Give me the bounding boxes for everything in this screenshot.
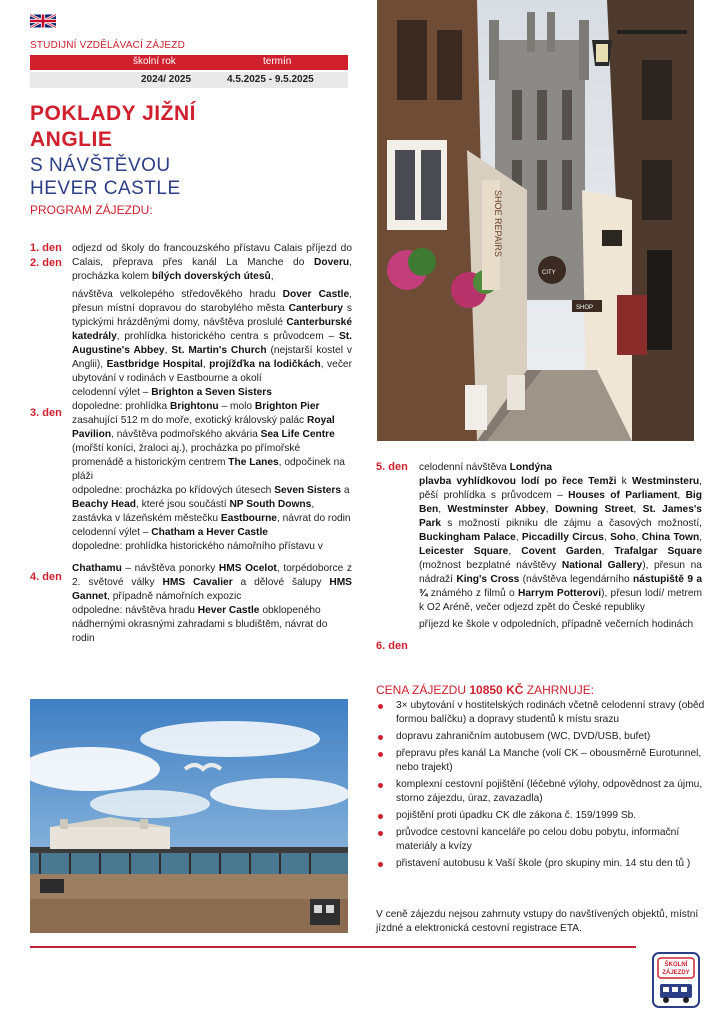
list-item: průvodce cestovní kanceláře po celou dobu pobytu, informační materiály a kvízy xyxy=(376,826,706,854)
list-item: 3× ubytování v hostitelských rodinách včetně celodenní stravy (oběd formou balíčku) a dopravy studentů k místu srazu xyxy=(376,699,706,727)
header-bar xyxy=(30,55,348,70)
svg-text:ZÁJEZDY: ZÁJEZDY xyxy=(662,970,690,976)
term-label: termín xyxy=(263,56,292,67)
program-heading: PROGRAM ZÁJEZDU: xyxy=(30,203,153,217)
city-sign: CITY xyxy=(542,270,556,276)
footer-divider xyxy=(30,946,636,948)
shop-sign: SHOP xyxy=(576,305,594,311)
day-2-label: 2. den xyxy=(30,257,62,269)
term-value: 4.5.2025 - 9.5.2025 xyxy=(227,74,314,85)
svg-text:ŠKOLNÍ: ŠKOLNÍ xyxy=(664,962,688,968)
list-item: pojištění proti úpadku CK dle zákona č. 159/1999 Sb. xyxy=(376,809,706,823)
uk-flag-icon xyxy=(30,14,56,28)
list-item: přistavení autobusu k Vaší škole (pro skupiny min. 14 stu den tů ) xyxy=(376,857,706,871)
school-trips-logo xyxy=(652,952,700,1008)
day-1-label: 1. den xyxy=(30,242,62,254)
day-5-label: 5. den xyxy=(376,461,408,473)
day-3-label: 3. den xyxy=(30,407,62,419)
list-item: dopravu zahraničním autobusem (WC, DVD/USB, bufet) xyxy=(376,730,706,744)
main-title: POKLADY JIŽNÍ ANGLIE xyxy=(30,102,196,151)
list-item: komplexní cestovní pojištění (léčebné výlohy, odpovědnost za újmu, storno zájezdu, úraz, zavazadla) xyxy=(376,778,706,806)
list-item: přepravu přes kanál La Manche (volí CK – obousměrně Eurotunnel, nebo trajekt) xyxy=(376,747,706,775)
shoe-repairs-sign: SHOE REPAIRS xyxy=(493,190,503,257)
price-exclusions-note: V ceně zájezdu nejsou zahrnuty vstupy do navštívených objektů, místní jízdné a elektronická cestovní registrace ETA. xyxy=(376,909,699,934)
price-heading: CENA ZÁJEZDU 10850 KČ ZAHRNUJE: xyxy=(376,683,595,697)
brighton-pier-photo xyxy=(30,699,348,933)
price-amount: 10850 KČ xyxy=(469,683,524,697)
main-subtitle: S NÁVŠTĚVOU HEVER CASTLE xyxy=(30,155,181,199)
school-year-label: školní rok xyxy=(133,56,176,67)
day-4-label: 4. den xyxy=(30,571,62,583)
itinerary-right: celodenní návštěva Londýna plavba vyhlídkovou lodí po řece Temži k Westminsteru, pěší prohlídka s průvodcem – Houses of Parliament, Big Ben, Westminster Abbey, Downing Street, St. James's Park s možností pikniku dle zájmu a časových možností, Buckingham Palace, Piccadilly Circus, Soho, China Town, Leicester Square, Covent Garden, Trafalgar Square (možnost bezplatné návštěvy National Gallery), přesun na nádraží King's Cross (návštěva legendárního nástupiště 9 a ¾ známého z filmů o Harrym Potterovi), přesun lodí/ metrem k O2 Aréně, večer odjezd zpět do České republiky příjezd ke škole v odpoledních, případně večerních hodinách xyxy=(419,462,703,630)
day-6-label: 6. den xyxy=(376,640,408,652)
price-includes-list xyxy=(376,699,706,874)
canterbury-street-photo xyxy=(377,0,694,441)
itinerary-left: odjezd od školy do francouzského přístavu Calais příjezd do Calais, přeprava přes kanál La Manche do Doveru, procházka kolem bílých doverských útesů, návštěva velkolepého středověkého hradu Dover Castle, přesun místní dopravou do starobylého města Canterbury s typickými hrázděnými domy, návštěva proslulé Canterburské katedrály, prohlídka historického centra s průvodcem – St. Augustine's Abbey, St. Martin's Church (nejstarší kostel v Anglii), Eastbridge Hospital, projížďka na lodičkách, večer ubytování v rodinách v Eastbourne a okolí celodenní výlet – Brighton a Seven Sisters dopoledne: prohlídka Brightonu – molo Brighton Pier zasahující 512 m do moře, exotický královský palác Royal Pavilion, návštěva podmořského akvária Sea Life Centre (mořští koníci, žraloci aj.), procházka po přímořské promenádě a historickým centrem The Lanes, odpočinek na pláži odpoledne: procházka po křídových útesech Seven Sisters a Beachy Head, které jsou součástí NP South Downs, zastávka v lázeňském městečku Eastbourne, návrat do rodin celodenní výlet – Chatham a Hever Castle dopoledne: prohlídka historického námořního přístavu v Chathamu – návštěva ponorky HMS Ocelot, torpédoborce z 2. světové války HMS Cavalier a dělové šalupy HMS Gannet, případně námořních expozic odpoledne: návštěva hradu Hever Castle obklopeného nádhernými okrasnými zahradami s bludištěm, návrat do rodin xyxy=(72,243,353,644)
trip-type-subtitle: STUDIJNÍ VZDĚLÁVACÍ ZÁJEZD xyxy=(30,40,186,51)
header-values-row xyxy=(30,72,348,88)
school-year-value: 2024/ 2025 xyxy=(141,74,192,85)
